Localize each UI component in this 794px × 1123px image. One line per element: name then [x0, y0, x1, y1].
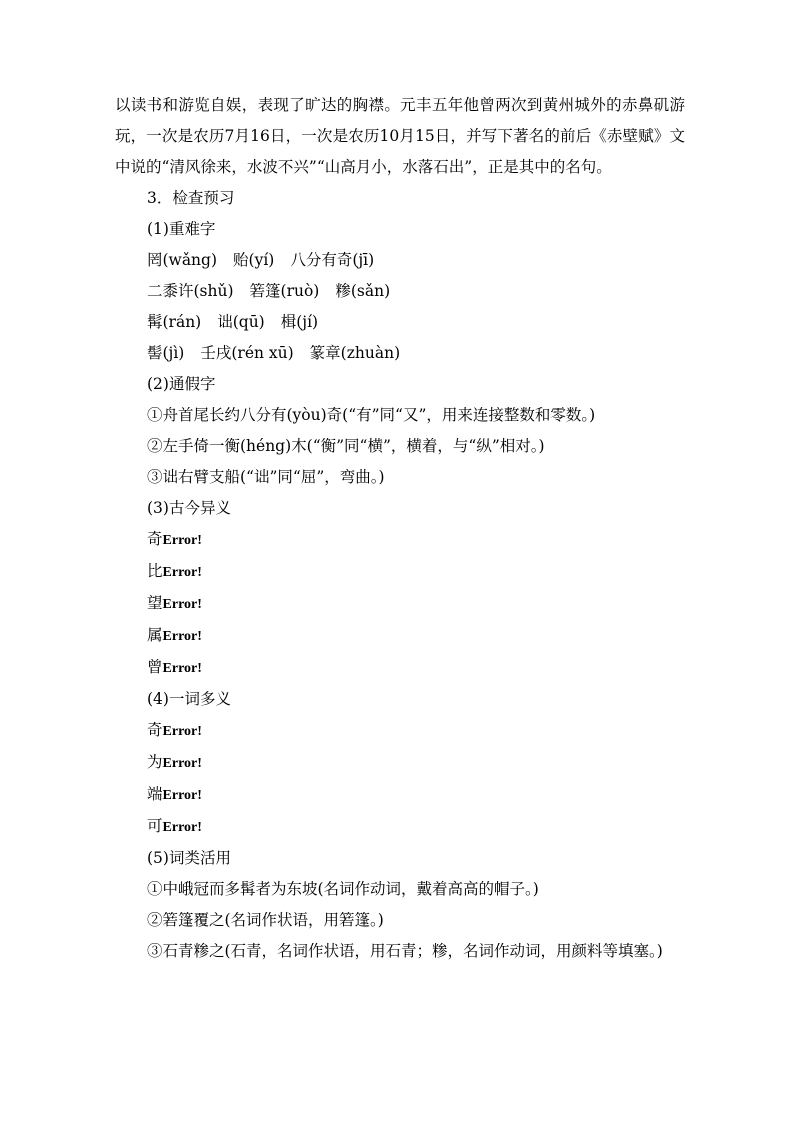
- error-field: Error!: [162, 820, 202, 835]
- pinyin-item: 贻(yí): [233, 251, 275, 269]
- item-char: 望: [147, 594, 163, 612]
- list-item: ①中峨冠而多髯者为东坡(名词作动词，戴着高高的帽子。): [147, 880, 539, 898]
- item-char: 曾: [147, 658, 163, 676]
- pinyin-item: 髯(rán): [147, 313, 202, 331]
- pinyin-item: 箬篷(ruò): [249, 282, 320, 300]
- list-item: [115, 811, 685, 843]
- error-field: Error!: [162, 629, 202, 644]
- list-item: ②箬篷覆之(名词作状语，用箬篷。): [147, 911, 384, 929]
- pinyin-row: [115, 338, 685, 369]
- item-char: 奇: [147, 721, 163, 739]
- item-char: 属: [147, 626, 163, 644]
- error-field: Error!: [162, 533, 202, 548]
- pinyin-item: 八分有奇(jī): [290, 251, 375, 269]
- list-item: [115, 588, 685, 620]
- list-item: [115, 556, 685, 588]
- intro-paragraph: 以读书和游览自娱，表现了旷达的胸襟。元丰五年他曾两次到黄州城外的赤鼻矶游玩，一次是农历7月16日，一次是农历10月15日，并写下著名的前后《赤壁赋》文中说的“清风徐来，水波不兴”“山高月小，水落石出”，正是其中的名句。: [115, 96, 685, 176]
- item-char: 为: [147, 753, 163, 771]
- pinyin-row: [115, 307, 685, 338]
- s1-heading: (1)重难字: [147, 220, 216, 238]
- s3-heading: (3)古今异义: [147, 499, 231, 517]
- pinyin-row: [115, 245, 685, 276]
- error-field: Error!: [162, 565, 202, 580]
- pinyin-item: 二黍许(shǔ): [147, 282, 234, 300]
- pinyin-row: [115, 276, 685, 307]
- item-char: 奇: [147, 530, 163, 548]
- pinyin-item: 篆章(zhuàn): [309, 344, 401, 362]
- list-item: [115, 779, 685, 811]
- pinyin-item: 髻(jì): [147, 344, 185, 362]
- pinyin-item: 楫(jí): [280, 313, 319, 331]
- item-char: 可: [147, 817, 163, 835]
- pinyin-item: 诎(qū): [217, 313, 265, 331]
- s2-heading: (2)通假字: [147, 375, 216, 393]
- list-item: ①舟首尾长约八分有(yòu)奇(“有”同“又”，用来连接整数和零数。): [147, 406, 596, 424]
- list-item: ②左手倚一衡(héng)木(“衡”同“横”，横着，与“纵”相对。): [147, 437, 545, 455]
- s4-heading: (4)一词多义: [147, 690, 231, 708]
- error-field: Error!: [162, 661, 202, 676]
- list-item: ③诎右臂支船(“诎”同“屈”，弯曲。): [147, 468, 385, 486]
- pinyin-item: 糁(sǎn): [335, 282, 391, 300]
- pinyin-item: 罔(wǎng): [147, 251, 218, 269]
- error-field: Error!: [162, 788, 202, 803]
- document-body: [115, 90, 685, 967]
- list-item: [115, 747, 685, 779]
- error-field: Error!: [162, 724, 202, 739]
- error-field: Error!: [162, 756, 202, 771]
- item-char: 比: [147, 562, 163, 580]
- list-item: [115, 652, 685, 684]
- error-field: Error!: [162, 597, 202, 612]
- section-heading: 3．检查预习: [147, 189, 235, 207]
- pinyin-item: 壬戌(rén xū): [200, 344, 294, 362]
- list-item: [115, 620, 685, 652]
- list-item: [115, 524, 685, 556]
- list-item: ③石青糁之(石青，名词作状语，用石青；糁，名词作动词，用颜料等填塞。): [147, 942, 663, 960]
- s5-heading: (5)词类活用: [147, 849, 231, 867]
- item-char: 端: [147, 785, 163, 803]
- list-item: [115, 715, 685, 747]
